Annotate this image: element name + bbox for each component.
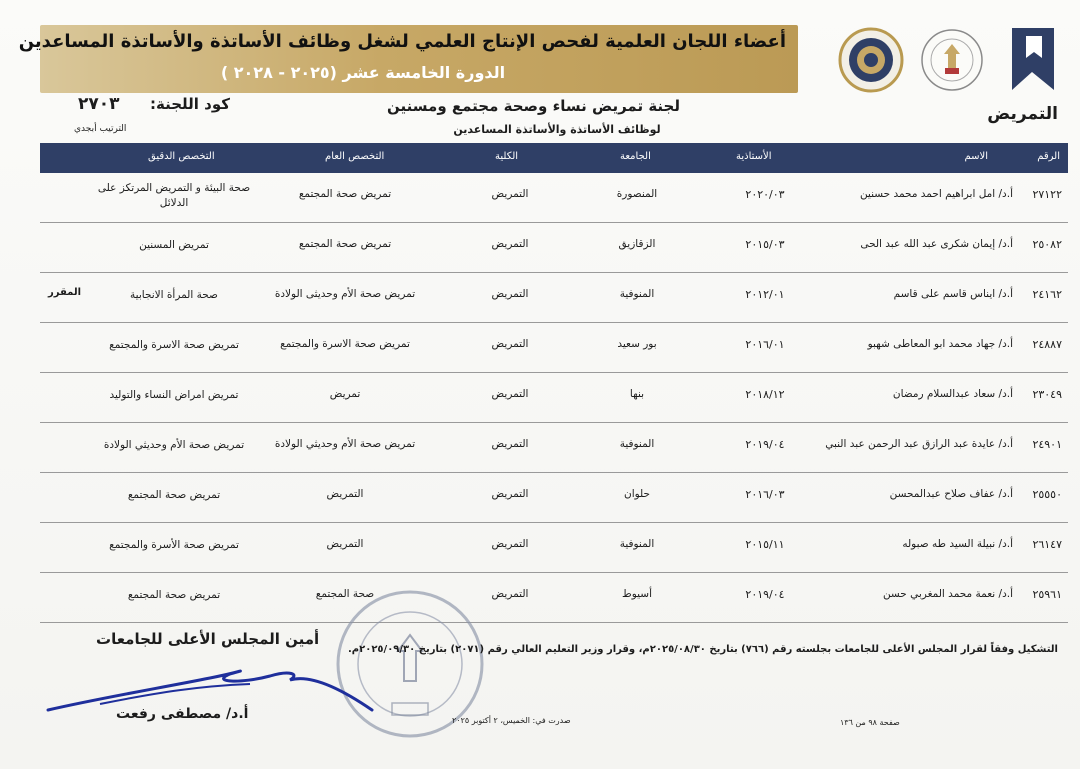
- professorship-date: ٢٠٢٠/٠٣: [745, 188, 785, 201]
- document-title: أعضاء اللجان العلمية لفحص الإنتاج العلمي لشغل وظائف الأساتذة والأساتذة المساعدين: [18, 31, 786, 52]
- member-university: الزقازيق: [618, 238, 656, 250]
- member-faculty: التمريض: [491, 188, 529, 200]
- header-general: التخصص العام: [325, 151, 385, 162]
- member-code: ٢٥٠٨٢: [1032, 238, 1062, 251]
- committee-name: لجنة تمريض نساء وصحة مجتمع ومسنين: [387, 97, 680, 115]
- decree-note: التشكيل وفقاً لقرار المجلس الأعلى للجامعات بجلسته رقم (٧٦٦) بتاريخ ٢٠٢٥/٠٨/٣٠م، وقرار وزير التعليم العالي رقم (٢٠٧١) بتاريخ ٢٠٢٥/٠٩/٣٠م.: [347, 644, 1058, 655]
- table-header: [40, 143, 1068, 173]
- committee-code-value: ٢٧٠٣: [78, 94, 120, 114]
- specific-specialty: تمريض امراض النساء والتوليد: [109, 389, 239, 401]
- table-row: [40, 373, 1068, 423]
- member-name: أ.د/ نبيلة السيد طه صبوله: [902, 538, 1013, 550]
- header-name: الاسم: [964, 151, 988, 162]
- table-row: [40, 423, 1068, 473]
- member-name: أ.د/ جهاد محمد ابو المعاطى شهبو: [867, 338, 1013, 350]
- member-faculty: التمريض: [491, 238, 529, 250]
- header-banner: [18, 25, 798, 93]
- member-name: أ.د/ عايدة عبد الرازق عبد الرحمن عبد النبي: [825, 438, 1013, 450]
- member-university: بنها: [629, 388, 645, 400]
- member-faculty: التمريض: [491, 488, 529, 500]
- member-name: أ.د/ عفاف صلاح عبدالمحسن: [889, 488, 1013, 500]
- professorship-date: ٢٠١٦/٠١: [745, 338, 785, 351]
- professorship-date: ٢٠١٥/٠٣: [745, 238, 785, 251]
- members-table: [40, 143, 1068, 623]
- member-university: المنوفية: [619, 288, 655, 300]
- table-row: [40, 523, 1068, 573]
- section-label: التمريض: [987, 104, 1058, 124]
- general-specialty: تمريض صحة المجتمع: [298, 188, 392, 200]
- member-name: أ.د/ ايناس قاسم على قاسم: [893, 288, 1013, 300]
- header-specific: التخصص الدقيق: [148, 151, 215, 162]
- professorship-date: ٢٠١٩/٠٤: [745, 438, 785, 451]
- member-code: ٢٤١٦٢: [1032, 288, 1062, 301]
- member-faculty: التمريض: [491, 288, 529, 300]
- member-code: ٢٤٩٠١: [1032, 438, 1062, 451]
- member-faculty: التمريض: [491, 538, 529, 550]
- member-faculty: التمريض: [491, 338, 529, 350]
- ministry-seal-icon: [920, 28, 984, 92]
- table-row: [40, 273, 1068, 323]
- specific-specialty: صحة البيئة و التمريض المرتكز على الدلائل: [97, 182, 251, 209]
- table-row: [40, 173, 1068, 223]
- member-code: ٢٤٨٨٧: [1032, 338, 1062, 351]
- general-specialty: تمريض: [329, 388, 361, 400]
- member-university: المنوفية: [619, 538, 655, 550]
- issue-date: صدرت في: الخميس، ٢ أكتوبر ٢٠٢٥: [452, 716, 571, 725]
- member-faculty: التمريض: [491, 588, 529, 600]
- member-university: أسيوط: [621, 588, 653, 600]
- member-university: حلوان: [623, 488, 651, 500]
- general-specialty: التمريض: [326, 488, 364, 500]
- professorship-date: ٢٠١٨/١٢: [745, 388, 785, 401]
- signer-name: أ.د/ مصطفى رفعت: [116, 706, 249, 722]
- member-university: المنوفية: [619, 438, 655, 450]
- excellence-logo-icon: [838, 27, 904, 93]
- specific-specialty: تمريض المسنين: [139, 239, 209, 251]
- professorship-date: ٢٠١٥/١١: [745, 538, 785, 551]
- specific-specialty: تمريض صحة الأم وحديثي الولادة: [103, 439, 245, 451]
- member-name: أ.د/ سعاد عبدالسلام رمضان: [892, 388, 1013, 400]
- corner-emblem-icon: [1012, 28, 1054, 90]
- specific-specialty: تمريض صحة المجتمع: [127, 489, 221, 501]
- header-code: الرقم: [1037, 151, 1060, 162]
- member-name: أ.د/ امل ابراهيم احمد محمد حسنين: [859, 188, 1013, 200]
- cycle-title: الدورة الخامسة عشر (٢٠٢٥ - ٢٠٢٨ ): [220, 63, 506, 82]
- member-university: المنصورة: [616, 188, 658, 200]
- member-code: ٢٥٩٦١: [1032, 588, 1062, 601]
- member-role-badge: المقرر: [48, 287, 82, 298]
- page-number: صفحة ٩٨ من ١٣٦: [840, 718, 900, 727]
- table-row: [40, 473, 1068, 523]
- table-row: [40, 323, 1068, 373]
- general-specialty: التمريض: [326, 538, 364, 550]
- general-specialty: تمريض صحة الاسرة والمجتمع: [280, 338, 410, 350]
- professorship-date: ٢٠١٦/٠٣: [745, 488, 785, 501]
- council-secretary-title: أمين المجلس الأعلى للجامعات: [96, 630, 320, 648]
- member-code: ٢٧١٢٢: [1032, 188, 1062, 201]
- member-university: بور سعيد: [617, 338, 657, 350]
- member-code: ٢٦١٤٧: [1032, 538, 1062, 551]
- specific-specialty: تمريض صحة المجتمع: [127, 589, 221, 601]
- committee-subtitle: لوظائف الأساتذة والأساتذة المساعدين: [453, 123, 661, 136]
- specific-specialty: تمريض صحة الاسرة والمجتمع: [109, 339, 239, 351]
- general-specialty: تمريض صحة الأم وحديثى الولادة: [274, 288, 416, 300]
- professorship-date: ٢٠١٩/٠٤: [745, 588, 785, 601]
- professorship-date: ٢٠١٢/٠١: [745, 288, 785, 301]
- table-row: [40, 573, 1068, 623]
- general-specialty: تمريض صحة المجتمع: [298, 238, 392, 250]
- specific-specialty: صحة المرأة الانجابية: [130, 289, 218, 301]
- specific-specialty: تمريض صحة الأسرة والمجتمع: [109, 539, 239, 551]
- header-faculty: الكلية: [495, 151, 519, 162]
- committee-code-label: كود اللجنة:: [150, 95, 230, 113]
- header-date: الأستاذية: [736, 151, 772, 162]
- general-specialty: صحة المجتمع: [315, 588, 375, 600]
- member-name: أ.د/ إيمان شكرى عبد الله عبد الحى: [860, 238, 1013, 250]
- member-name: أ.د/ نعمة محمد المغربي حسن: [882, 588, 1013, 600]
- table-row: [40, 223, 1068, 273]
- member-faculty: التمريض: [491, 438, 529, 450]
- header-university: الجامعة: [620, 151, 651, 162]
- general-specialty: تمريض صحة الأم وحديثي الولادة: [274, 438, 416, 450]
- order-note: الترتيب أبجدي: [74, 124, 127, 134]
- member-code: ٢٣٠٤٩: [1032, 388, 1062, 401]
- member-code: ٢٥٥٥٠: [1032, 488, 1062, 501]
- member-faculty: التمريض: [491, 388, 529, 400]
